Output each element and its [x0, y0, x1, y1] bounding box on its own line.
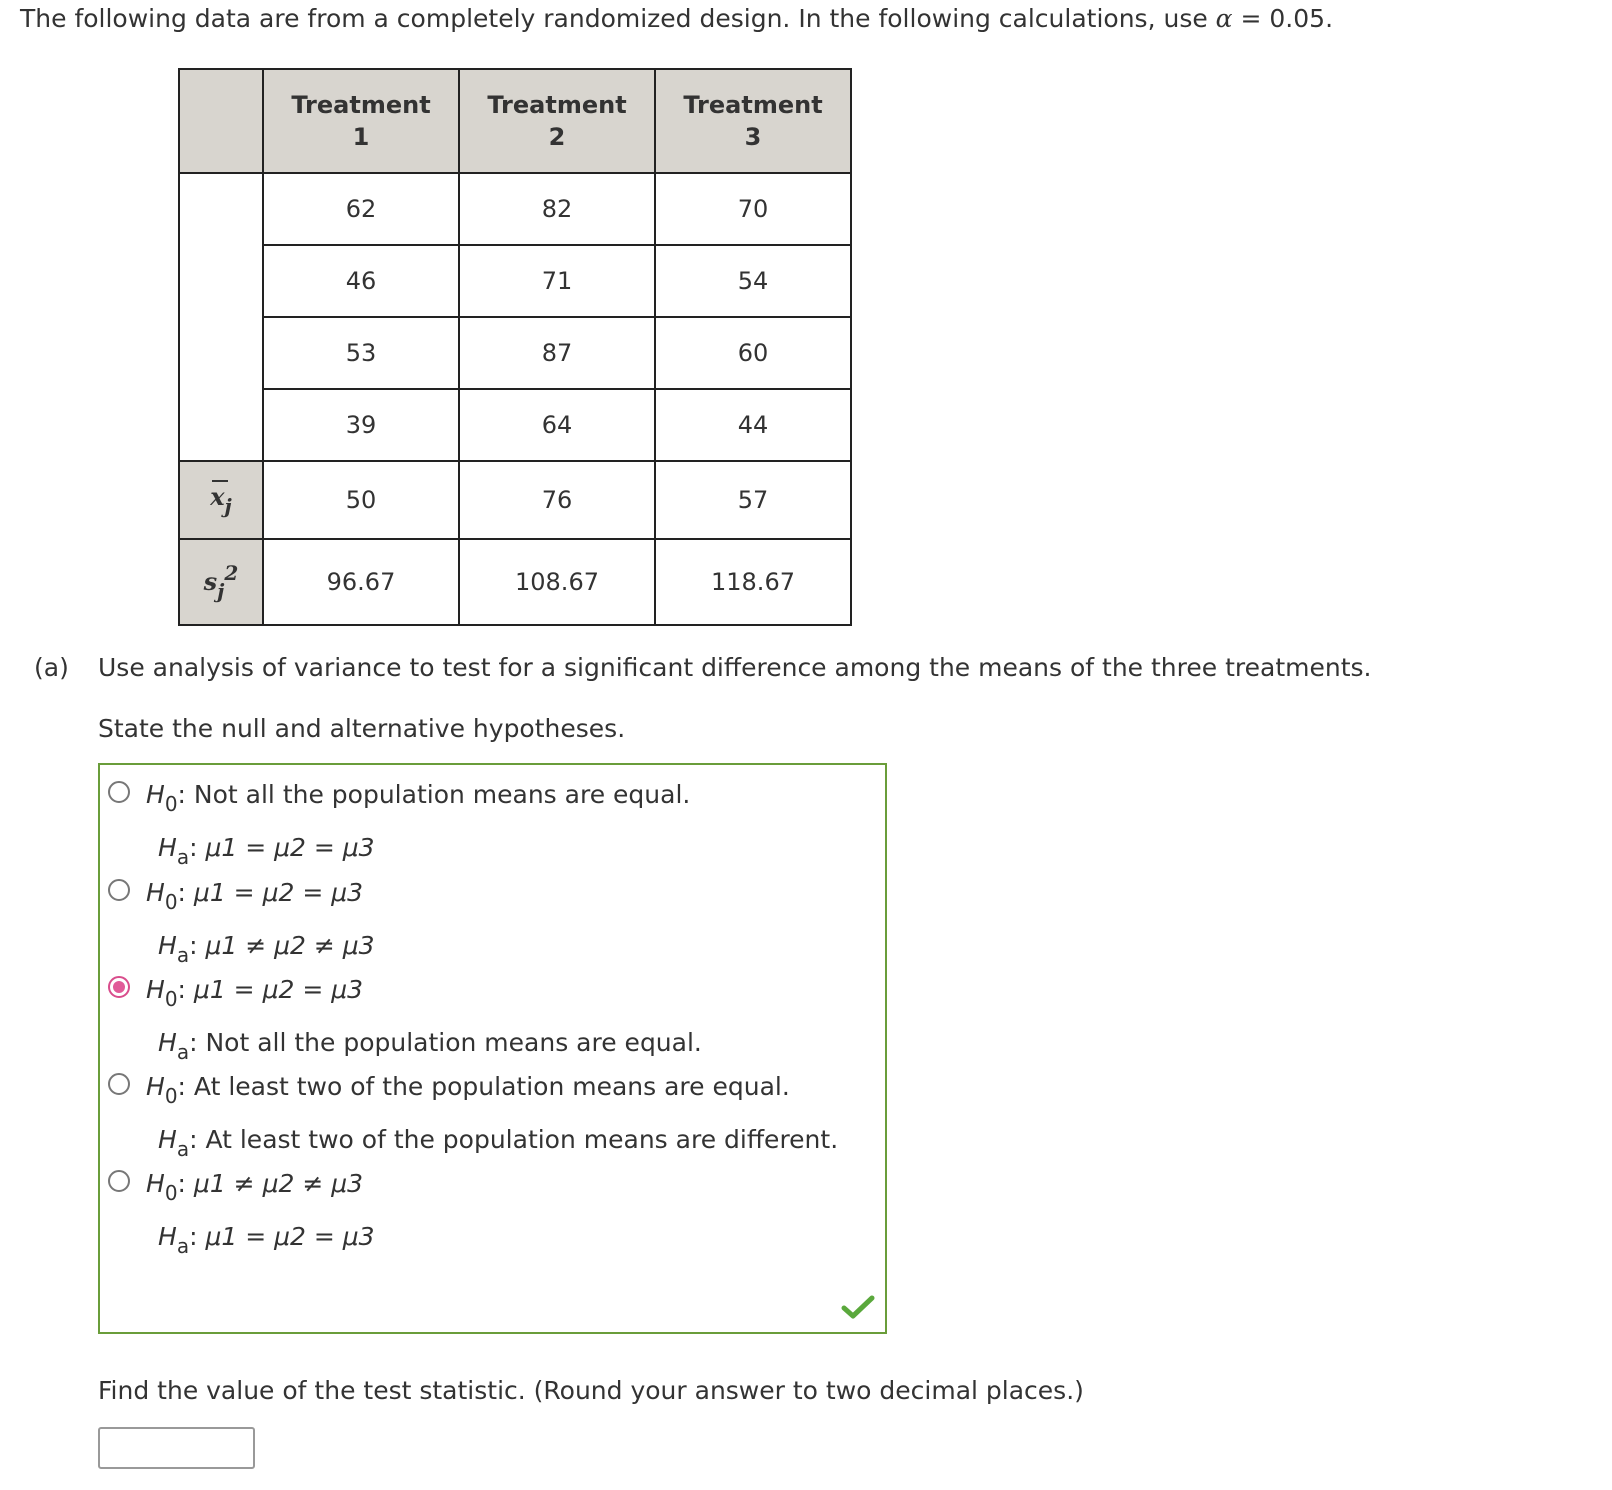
- hypothesis-option-2[interactable]: $H_0$: μ1 = μ2 = μ3 $H_a$: μ1 ≠ μ2 ≠ μ3: [108, 871, 375, 977]
- radio-button[interactable]: [108, 1073, 130, 1095]
- mean-label: $x_j$: [179, 461, 263, 539]
- table-cell: 54: [655, 245, 851, 317]
- check-mark-icon: [841, 1294, 875, 1320]
- ha-text: μ1 ≠ μ2 ≠ μ3: [205, 931, 375, 960]
- h0-text: At least two of the population means are equal.: [193, 1072, 790, 1101]
- header-treatment-1: Treatment 1: [263, 69, 459, 173]
- variance-cell: 118.67: [655, 539, 851, 625]
- part-label: (a): [34, 653, 69, 682]
- radio-button[interactable]: [108, 1170, 130, 1192]
- h0-text: μ1 ≠ μ2 ≠ μ3: [193, 1169, 364, 1198]
- table-cell: 62: [263, 173, 459, 245]
- radio-button-selected[interactable]: [108, 976, 130, 998]
- table-cell: 39: [263, 389, 459, 461]
- table-cell: 70: [655, 173, 851, 245]
- table-row: [179, 245, 851, 317]
- intro-text: The following data are from a completely randomized design. In the following calculations, use: [20, 4, 1216, 33]
- blank-label-cell: [179, 173, 263, 461]
- data-table: [178, 68, 852, 626]
- hypothesis-option-5[interactable]: $H_0$: μ1 ≠ μ2 ≠ μ3 $H_a$: μ1 = μ2 = μ3: [108, 1162, 375, 1268]
- test-statistic-input[interactable]: [98, 1427, 255, 1469]
- table-cell: 44: [655, 389, 851, 461]
- mean-cell: 57: [655, 461, 851, 539]
- h0-text: μ1 = μ2 = μ3: [193, 878, 364, 907]
- table-corner: [179, 69, 263, 173]
- ha-text: At least two of the population means are different.: [205, 1125, 839, 1154]
- ha-text: μ1 = μ2 = μ3: [205, 833, 375, 862]
- table-cell: 87: [459, 317, 655, 389]
- table-header-row: [179, 69, 851, 173]
- hypotheses-instruction: State the null and alternative hypotheses.: [98, 714, 626, 743]
- table-cell: 82: [459, 173, 655, 245]
- test-statistic-prompt: Find the value of the test statistic. (Round your answer to two decimal places.): [98, 1376, 1084, 1405]
- header-treatment-2: Treatment 2: [459, 69, 655, 173]
- table-cell: 71: [459, 245, 655, 317]
- table-row: [179, 173, 851, 245]
- mean-row: [179, 461, 851, 539]
- hypothesis-option-1[interactable]: $H_0$: Not all the population means are equal. $H_a$: μ1 = μ2 = μ3: [108, 773, 690, 879]
- hypothesis-option-3[interactable]: $H_0$: μ1 = μ2 = μ3 $H_a$: Not all the population means are equal.: [108, 968, 702, 1074]
- table-row: [179, 389, 851, 461]
- table-row: [179, 317, 851, 389]
- header-treatment-3: Treatment 3: [655, 69, 851, 173]
- variance-label: $s_j^2$: [179, 539, 263, 625]
- variance-row: [179, 539, 851, 625]
- variance-cell: 108.67: [459, 539, 655, 625]
- problem-intro: [20, 2, 1333, 36]
- table-cell: 60: [655, 317, 851, 389]
- radio-button[interactable]: [108, 781, 130, 803]
- ha-text: μ1 = μ2 = μ3: [205, 1222, 375, 1251]
- radio-button[interactable]: [108, 879, 130, 901]
- table-cell: 64: [459, 389, 655, 461]
- alpha-symbol: α: [1215, 4, 1233, 33]
- part-a-question: [34, 653, 1371, 682]
- part-a-text: Use analysis of variance to test for a significant difference among the means of the three treatments.: [98, 653, 1372, 682]
- mean-cell: 76: [459, 461, 655, 539]
- mean-cell: 50: [263, 461, 459, 539]
- h0-text: μ1 = μ2 = μ3: [193, 975, 364, 1004]
- hypothesis-option-4[interactable]: $H_0$: At least two of the population means are equal. $H_a$: At least two of the population means are different.: [108, 1065, 838, 1171]
- variance-cell: 96.67: [263, 539, 459, 625]
- hypotheses-options: [98, 763, 887, 1334]
- table-cell: 46: [263, 245, 459, 317]
- alpha-value: = 0.05.: [1232, 4, 1334, 33]
- h0-text: Not all the population means are equal.: [193, 780, 691, 809]
- table-cell: 53: [263, 317, 459, 389]
- ha-text: Not all the population means are equal.: [205, 1028, 702, 1057]
